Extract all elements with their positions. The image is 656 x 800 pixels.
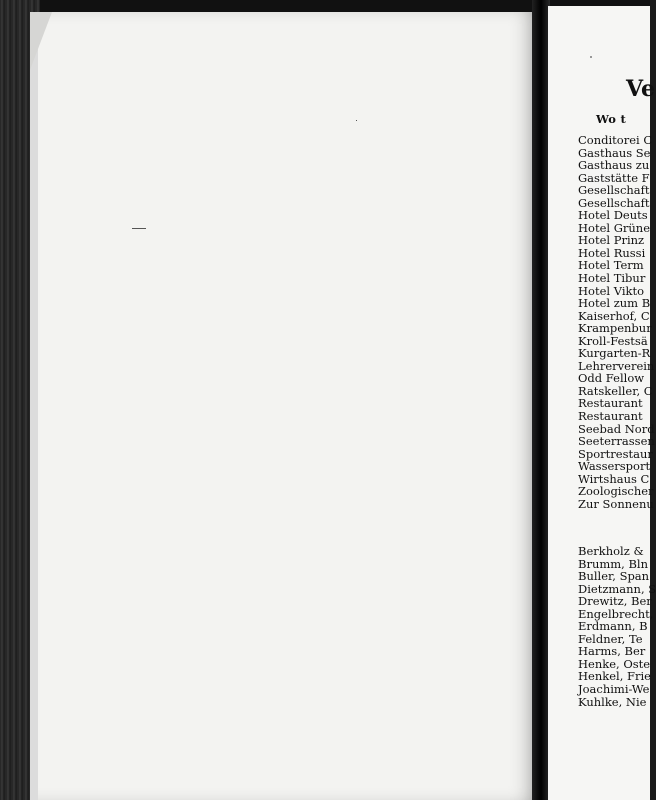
list-item: Hotel Tibur	[578, 271, 646, 286]
list-item: Kuhlke, Nie	[578, 694, 647, 709]
list-item: Drewitz, Ber	[578, 594, 652, 609]
list-item: Hotel zum B	[578, 296, 651, 311]
list-item: Feldner, Te	[578, 631, 643, 646]
paper-speck	[356, 120, 357, 121]
list-item: Kaiserhof, C	[578, 308, 650, 323]
list-item: Hotel Prinz	[578, 233, 645, 248]
list-item: Restaurant	[578, 409, 643, 424]
list-item: Hotel Russi	[578, 245, 646, 260]
list-item: Seebad Nord	[578, 421, 655, 436]
list-item: Henkel, Frie	[578, 669, 651, 684]
list-item: Restaurant	[578, 396, 643, 411]
list-item: Gasthaus zu	[578, 158, 650, 173]
list-item: Joachimi-We	[578, 682, 650, 697]
list-item: Wirtshaus C	[578, 471, 650, 486]
section-subheading: Wo t	[596, 112, 627, 126]
people-list	[578, 545, 656, 708]
list-item: Seeterrassen	[578, 434, 655, 449]
list-item: Zoologischer	[578, 484, 654, 499]
list-item: Kroll-Festsä	[578, 333, 648, 348]
list-item: Sportrestaur	[578, 446, 653, 461]
page-fold-corner	[30, 12, 52, 70]
list-item: Buller, Span	[578, 569, 650, 584]
list-item: Brumm, Bln	[578, 556, 649, 571]
list-item: Kurgarten-R	[578, 346, 651, 361]
list-item: Henke, Oste	[578, 656, 651, 671]
list-item: Gaststätte F	[578, 170, 650, 185]
list-item: Gasthaus Se	[578, 145, 651, 160]
list-item: Lehrerverein	[578, 358, 655, 373]
list-item: Berkholz &	[578, 544, 644, 558]
list-item: Wassersport	[578, 459, 651, 474]
list-item: Hotel Deuts	[578, 208, 648, 223]
paper-speck	[132, 228, 146, 229]
list-item: Krampenbur	[578, 321, 652, 336]
list-item: Erdmann, B	[578, 619, 648, 634]
list-item: Odd Fellow	[578, 371, 645, 386]
list-item: Hotel Grüne	[578, 220, 651, 235]
list-item: Dietzmann, S	[578, 581, 656, 596]
list-item: Gesellschaft	[578, 183, 650, 198]
list-item: Hotel Vikto	[578, 283, 645, 298]
venue-list	[578, 134, 655, 510]
list-item: Gesellschaft	[578, 195, 650, 210]
page-heading: Ve	[626, 76, 656, 102]
list-item: Engelbrecht,	[578, 606, 654, 621]
list-item: Zur Sonnenu	[578, 496, 654, 511]
list-item: Hotel Term	[578, 258, 644, 273]
list-item: Harms, Ber	[578, 644, 646, 659]
left-page-edge	[30, 12, 38, 800]
paper-speck	[590, 56, 592, 58]
list-item: Conditorei C	[578, 133, 653, 147]
list-item: Ratskeller, C	[578, 383, 653, 398]
left-page-blank	[30, 12, 540, 800]
